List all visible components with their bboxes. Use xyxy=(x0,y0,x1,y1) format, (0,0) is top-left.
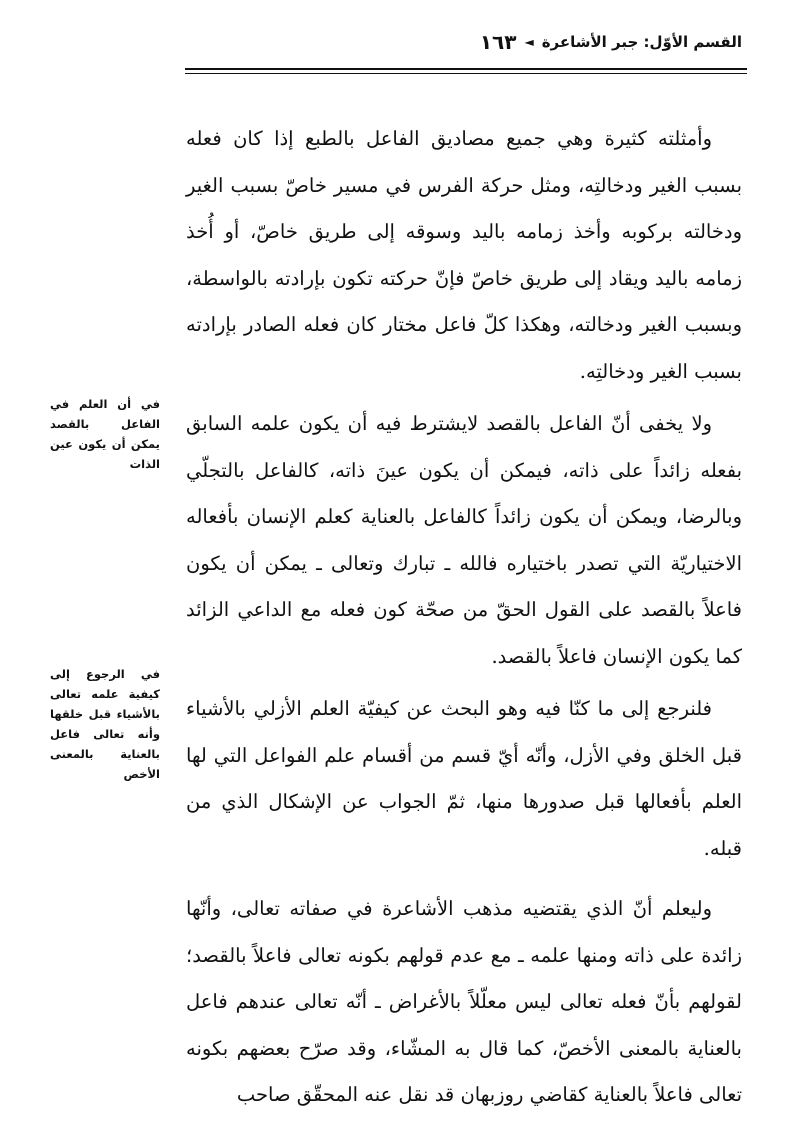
page-number: ١٦٣ xyxy=(479,30,517,54)
header-row xyxy=(480,30,742,54)
header-arrow-icon: ◄ xyxy=(524,35,534,49)
paragraph-1: وأمثلته كثيرة وهي جميع مصاديق الفاعل بالطبع إذا كان فعله بسبب الغير ودخالتِه، ومثل حركة الفرس في مسير خاصّ بسبب الغير ودخالته بركوبه وأخذ زمامه باليد وسوقه إلى طريق خاصّ، أو أُخذ زمامه باليد ويقاد إلى طريق خاصّ فإنّ حركته تكون بإرادته بالواسطة، وبسبب الغير ودخالته، وهكذا كلّ فاعل مختار كان فعله الصادر بإرادته بسبب الغير ودخالتِه. xyxy=(186,127,742,383)
header-title: القسم الأوّل: جبر الأشاعرة xyxy=(541,33,742,51)
paragraph-2: ولا يخفى أنّ الفاعل بالقصد لايشترط فيه أن يكون علمه السابق بفعله زائداً على ذاته، فيمكن أن يكون عينَ ذاته، كالفاعل بالتجلّي وبالرضا، ويمكن أن يكون زائداً كالفاعل بالعناية كعلم الإنسان بأفعاله الاختياريّة التي تصدر باختياره فالله ـ تبارك وتعالى ـ يمكن أن يكون فاعلاً بالقصد على القول الحقّ من صحّة كون فعله مع الداعي الزائد كما يكون الإنسان فاعلاً بالقصد. xyxy=(186,412,742,668)
running-header xyxy=(185,30,747,64)
header-rule-thick xyxy=(185,68,747,70)
paragraph-4: وليعلم أنّ الذي يقتضيه مذهب الأشاعرة في صفاته تعالى، وأنّها زائدة على ذاته ومنها علمه ـ مع عدم قولهم بكونه تعالى فاعلاً بالقصد؛ لقولهم بأنّ فعله تعالى ليس معلّلاً بالأغراض ـ أنّه تعالى عندهم فاعل بالعناية بالمعنى الأخصّ، كما قال به المشّاء، وقد صرّح بعضهم بكونه تعالى فاعلاً بالعناية كقاضي روزبهان قد نقل عنه المحقّق صاحب xyxy=(186,897,742,1106)
paragraph-3: فلنرجع إلى ما كنّا فيه وهو البحث عن كيفيّة العلم الأزلي بالأشياء قبل الخلق وفي الأزل، وأنّه أيّ قسم من أقسام علم الفواعل التي لها العلم بأفعالها قبل صدورها منها، ثمّ الجواب عن الإشكال الذي من قبله. xyxy=(186,697,742,860)
margin-note-1: في أن العلم في الفاعل بالقصد يمكن أن يكون عين الذات xyxy=(50,397,160,471)
header-rule-thin xyxy=(185,73,747,74)
main-text xyxy=(186,116,742,1119)
margin-note-2: في الرجوع إلى كيفية علمه تعالى بالأشياء قبل خلقها وأنه تعالى فاعل بالعناية بالمعنى الأخص xyxy=(50,667,160,781)
